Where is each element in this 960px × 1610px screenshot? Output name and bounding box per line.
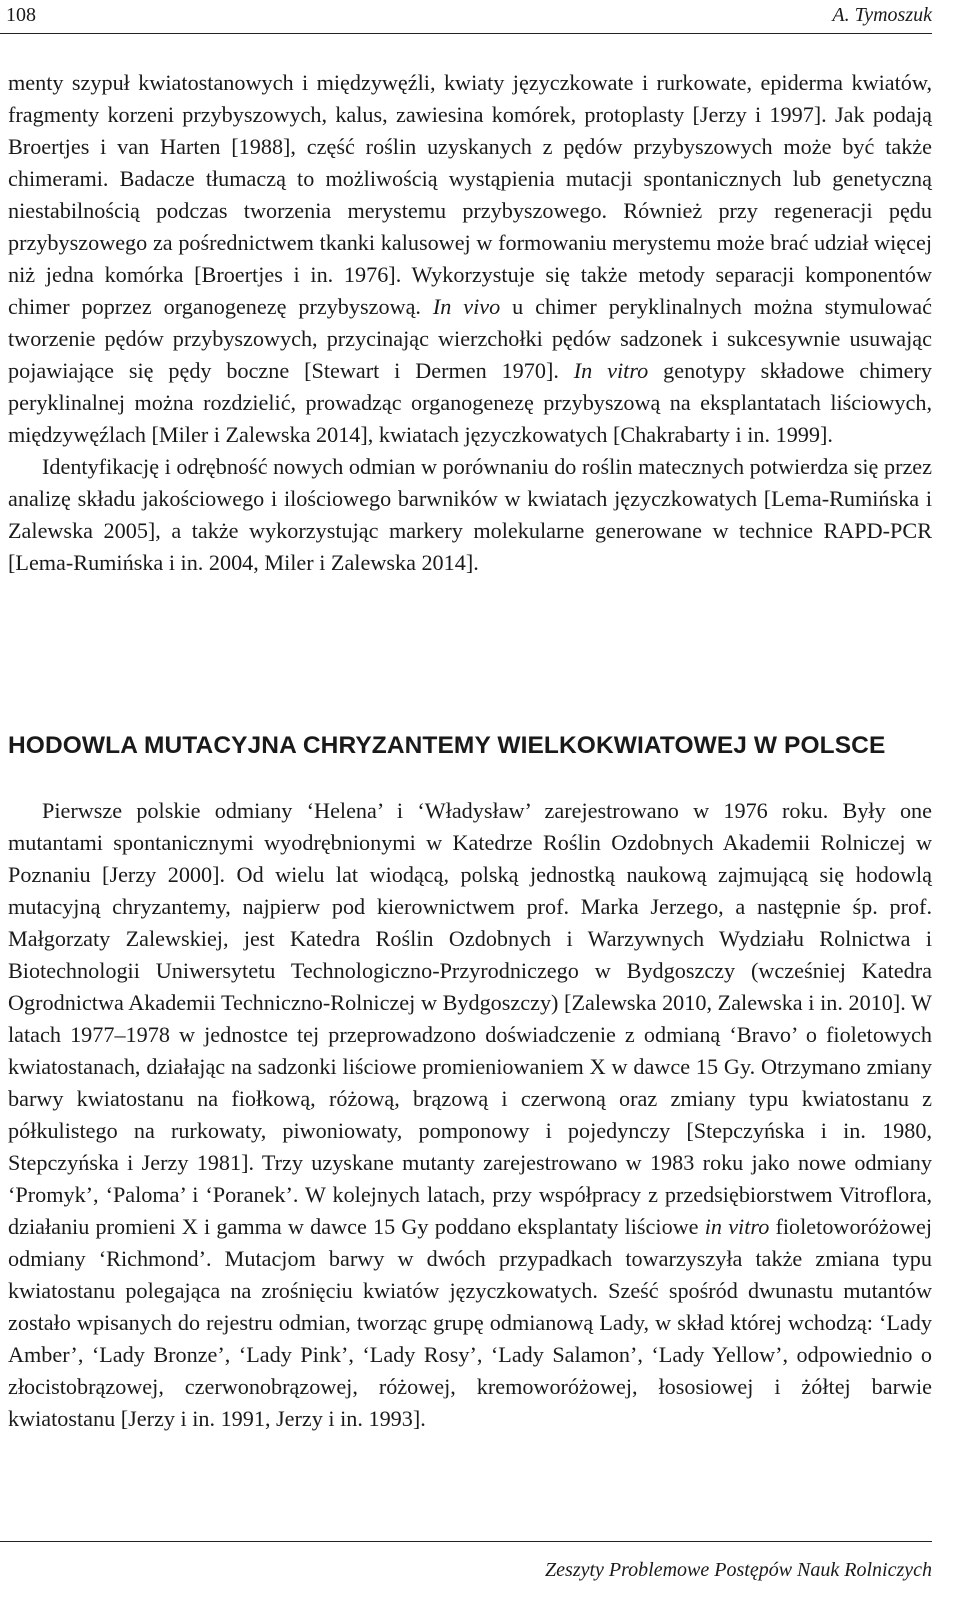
paragraph-text: genotypy składowe chimery peryklinalnej można rozdzielić, prowadząc organogenezę przybyszową na eksplantatach liściowych, międzywęźlach [Miler i Zalewska 2014], kwiatach języczkowatych [Chakrabarty i in. 1999]. (8, 358, 932, 447)
body-paragraph-1-block (8, 67, 932, 579)
latin-term: in vitro (704, 1214, 770, 1239)
page-header (0, 0, 932, 34)
paragraph-text: menty szypuł kwiatostanowych i międzywęźli, kwiaty języczkowate i rurkowate, epiderma kwiatów, fragmenty korzeni przybyszowych, kalus, zawiesina komórek, protoplasty [Jerzy i 1997]. Jak podają Broertjes i van Harten [1988], część roślin uzyskanych z pędów przybyszowych może być także chimerami. Badacze tłumaczą to możliwością wystąpienia mutacji spontanicznych lub genetyczną niestabilnością podczas tworzenia merystemu przybyszowego. Również przy regeneracji pędu przybyszowego za pośrednictwem tkanki kalusowej w formowaniu merystemu może brać udział więcej niż jedna komórka [Broertjes i in. 1976]. Wykorzystuje się także metody separacji komponentów chimer poprzez organogenezę przybyszową. (8, 70, 932, 319)
paragraph-text: u chimer peryklinalnych można stymulować tworzenie pędów przybyszowych, przycinając wierzchołki pędów sadzonek i sukcesywnie usuwając pojawiające się pędy boczne [Stewart i Dermen 1970]. (8, 294, 932, 383)
paragraph-text: Pierwsze polskie odmiany ‘Helena’ i ‘Władysław’ zarejestrowano w 1976 roku. Były one mutantami spontanicznymi wyodrębnionymi w Katedrze Roślin Ozdobnych Akademii Rolniczej w Poznaniu [Jerzy 2000]. Od wielu lat wiodącą, polską jednostką naukową zajmującą się hodowlą mutacyjną chryzantemy, najpierw pod kierownictwem prof. Marka Jerzego, a następnie śp. prof. Małgorzaty Zalewskiej, jest Katedra Roślin Ozdobnych i Warzywnych Wydziału Rolnictwa i Biotechnologii Uniwersytetu Technologiczno-Przyrodniczego w Bydgoszczy (wcześniej Katedra Ogrodnictwa Akademii Techniczno-Rolniczej w Bydgoszczy) [Zalewska 2010, Zalewska i in. 2010]. W latach 1977–1978 w jednostce tej przeprowadzono doświadczenie z odmianą ‘Bravo’ o fioletowych kwiatostanach, działając na sadzonki liściowe promieniowaniem X w dawce 15 Gy. Otrzymano zmiany barwy kwiatostanu na fiołkową, różową, brązową i czerwoną oraz zmiany typu kwiatostanu z półkulistego na rurkowaty, piwoniowaty, pomponowy i pojedynczy [Stepczyńska i in. 1980, Stepczyńska i Jerzy 1981]. Trzy uzyskane mutanty zarejestrowano w 1983 roku jako nowe odmiany ‘Promyk’, ‘Paloma’ i ‘Poranek’. W kolejnych latach, przy współpracy z przedsiębiorstwem Vitroflora, działaniu promieni X i gamma w dawce 15 Gy poddano eksplantaty liściowe (8, 798, 932, 1239)
footer-rule (0, 1541, 932, 1542)
body-paragraph-1 (8, 67, 932, 451)
body-paragraph-3 (8, 795, 932, 1435)
running-author: A. Tymoszuk (832, 4, 932, 26)
page-number: 108 (6, 4, 36, 26)
paragraph-text: fioletoworóżowej odmiany ‘Richmond’. Mutacjom barwy w dwóch przypadkach towarzyszyła także zmiana typu kwiatostanu polegająca na zrośnięciu kwiatów języczkowatych. Sześć spośród dwunastu mutantów zostało wpisanych do rejestru odmian, tworząc grupę odmianową Lady, w skład której wchodzą: ‘Lady Amber’, ‘Lady Bronze’, ‘Lady Pink’, ‘Lady Rosy’, ‘Lady Salamon’, ‘Lady Yellow’, odpowiednio o złocistobrązowej, czerwonobrązowej, różowej, kremoworóżowej, łososiowej i żółtej barwie kwiatostanu [Jerzy i in. 1991, Jerzy i in. 1993]. (8, 1214, 932, 1431)
latin-term: In vitro (573, 358, 649, 383)
body-paragraph-3-block (8, 795, 932, 1435)
body-paragraph-2: Identyfikację i odrębność nowych odmian w porównaniu do roślin matecznych potwierdza się przez analizę składu jakościowego i ilościowego barwników w kwiatach języczkowatych [Lema-Rumińska i Zalewska 2005], a także wykorzystując markery molekularne generowane w technice RAPD-PCR [Lema-Rumińska i in. 2004, Miler i Zalewska 2014]. (8, 454, 932, 575)
header-rule (0, 33, 932, 34)
latin-term: In vivo (432, 294, 501, 319)
section-heading: HODOWLA MUTACYJNA CHRYZANTEMY WIELKOKWIATOWEJ W POLSCE (8, 732, 886, 759)
journal-title: Zeszyty Problemowe Postępów Nauk Rolniczych (545, 1559, 932, 1581)
